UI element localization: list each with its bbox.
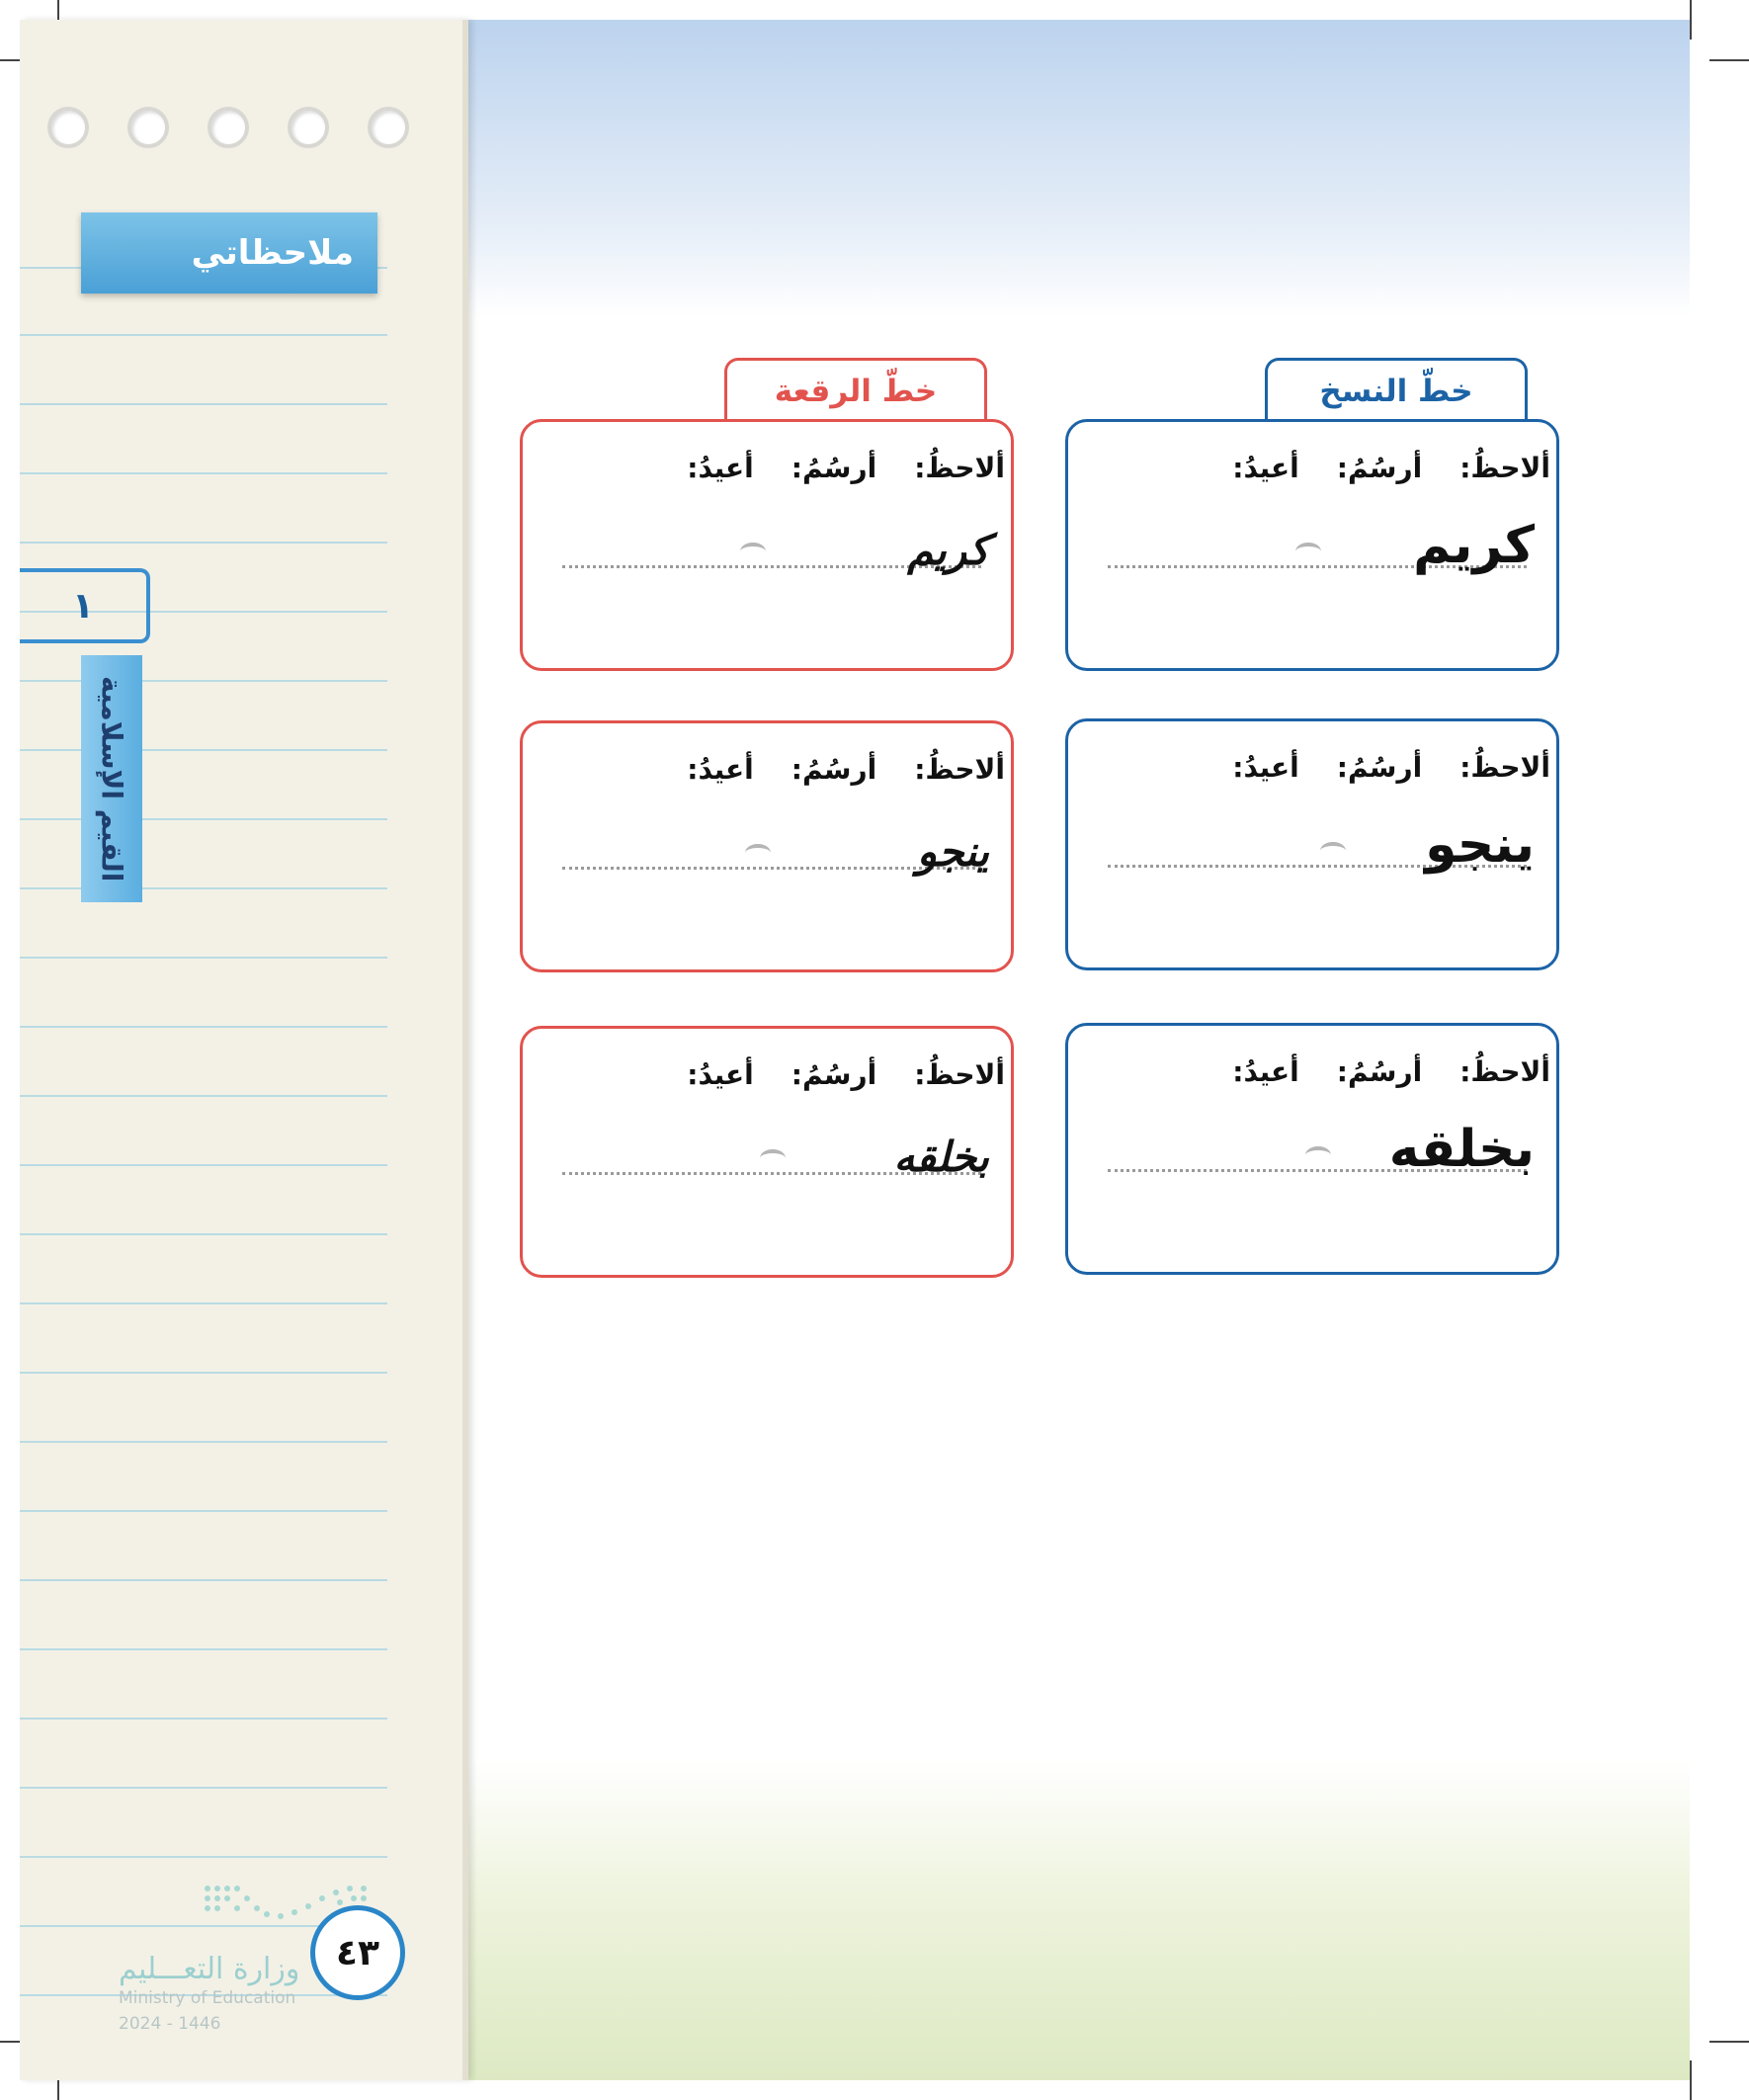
note-line	[20, 334, 387, 336]
note-line	[20, 887, 387, 889]
draw-label: أرسُمُ:	[791, 1058, 877, 1091]
ruqaa-exercise-card	[520, 1026, 1014, 1278]
note-line	[20, 1026, 387, 1028]
note-line	[20, 1579, 387, 1581]
naskh-title: خطّ النسخ	[1319, 374, 1473, 409]
crop-mark	[1709, 59, 1749, 61]
crop-mark	[1709, 2041, 1749, 2043]
note-line	[20, 1233, 387, 1235]
binder-hole	[368, 107, 409, 148]
trace-stroke	[740, 543, 766, 560]
draw-label: أرسُمُ:	[1336, 452, 1423, 484]
tab-ruqaa	[724, 358, 987, 422]
ruqaa-exercise-card	[520, 720, 1014, 972]
repeat-label: أعيدُ:	[1232, 452, 1299, 484]
note-line	[20, 749, 387, 751]
ground-gradient	[468, 1759, 1690, 2080]
naskh-exercise-card	[1065, 1023, 1559, 1275]
repeat-label: أعيدُ:	[687, 452, 754, 484]
trace-stroke	[1295, 543, 1321, 560]
observe-label: ألاحظُ:	[914, 452, 1005, 484]
note-line	[20, 403, 387, 405]
ruqaa-title: خطّ الرقعة	[774, 374, 938, 409]
unit-number-box	[20, 568, 150, 643]
subject-label: القيم الإسلامية	[95, 675, 128, 882]
draw-label: أرسُمُ:	[791, 452, 877, 484]
sky-gradient	[468, 20, 1690, 316]
exercise-labels	[649, 452, 1005, 484]
model-word: بخلقه	[893, 1133, 989, 1181]
exercise-labels	[1195, 751, 1550, 784]
note-line	[20, 472, 387, 474]
note-line	[20, 680, 387, 682]
crop-mark	[1690, 0, 1692, 40]
note-line	[20, 1095, 387, 1097]
exercise-labels	[649, 1058, 1005, 1091]
model-word: كريم	[1413, 516, 1535, 575]
draw-label: أرسُمُ:	[1336, 1055, 1423, 1088]
exercise-labels	[649, 753, 1005, 786]
unit-number: ١	[72, 585, 94, 627]
model-word: ينجو	[916, 827, 989, 876]
repeat-label: أعيدُ:	[687, 753, 754, 786]
observe-label: ألاحظُ:	[914, 753, 1005, 786]
model-word: بخلقه	[1388, 1120, 1535, 1179]
note-line	[20, 542, 387, 544]
note-line	[20, 1648, 387, 1650]
repeat-label: أعيدُ:	[1232, 751, 1299, 784]
exercise-labels	[1195, 452, 1550, 484]
note-line	[20, 1441, 387, 1443]
ministry-name-ar: وزارة التعـــليم	[119, 1952, 300, 1986]
trace-stroke	[1305, 1146, 1331, 1164]
observe-label: ألاحظُ:	[914, 1058, 1005, 1091]
page-number: ٤٣	[336, 1932, 379, 1974]
exercise-labels	[1195, 1055, 1550, 1088]
observe-label: ألاحظُ:	[1459, 1055, 1550, 1088]
note-line	[20, 1164, 387, 1166]
repeat-label: أعيدُ:	[1232, 1055, 1299, 1088]
binder-hole	[47, 107, 89, 148]
note-line	[20, 1718, 387, 1720]
binder-hole	[288, 107, 329, 148]
notes-sidebar	[20, 20, 468, 2080]
ruqaa-exercise-card	[520, 419, 1014, 671]
note-line	[20, 1856, 387, 1858]
notes-title-tab	[81, 212, 377, 294]
draw-label: أرسُمُ:	[1336, 751, 1423, 784]
binder-hole	[127, 107, 169, 148]
note-line	[20, 957, 387, 959]
observe-label: ألاحظُ:	[1459, 452, 1550, 484]
notes-title: ملاحظاتي	[191, 233, 354, 273]
model-word: كريم	[907, 526, 989, 574]
note-line	[20, 1510, 387, 1512]
binder-hole	[208, 107, 249, 148]
tab-naskh	[1265, 358, 1528, 422]
page-number-badge	[310, 1905, 405, 2000]
model-word: ينجو	[1425, 815, 1535, 875]
naskh-exercise-card	[1065, 718, 1559, 970]
crop-mark	[1690, 2060, 1692, 2100]
repeat-label: أعيدُ:	[687, 1058, 754, 1091]
observe-label: ألاحظُ:	[1459, 751, 1550, 784]
note-line	[20, 818, 387, 820]
ministry-year: 2024 - 1446	[119, 2014, 221, 2034]
note-line	[20, 1302, 387, 1304]
note-line	[20, 1372, 387, 1374]
draw-label: أرسُمُ:	[791, 753, 877, 786]
trace-stroke	[745, 844, 771, 862]
trace-stroke	[1320, 842, 1346, 860]
ministry-name-en: Ministry of Education	[119, 1988, 296, 2008]
subject-tab	[81, 655, 142, 902]
trace-stroke	[760, 1149, 786, 1167]
naskh-exercise-card	[1065, 419, 1559, 671]
note-line	[20, 1787, 387, 1789]
